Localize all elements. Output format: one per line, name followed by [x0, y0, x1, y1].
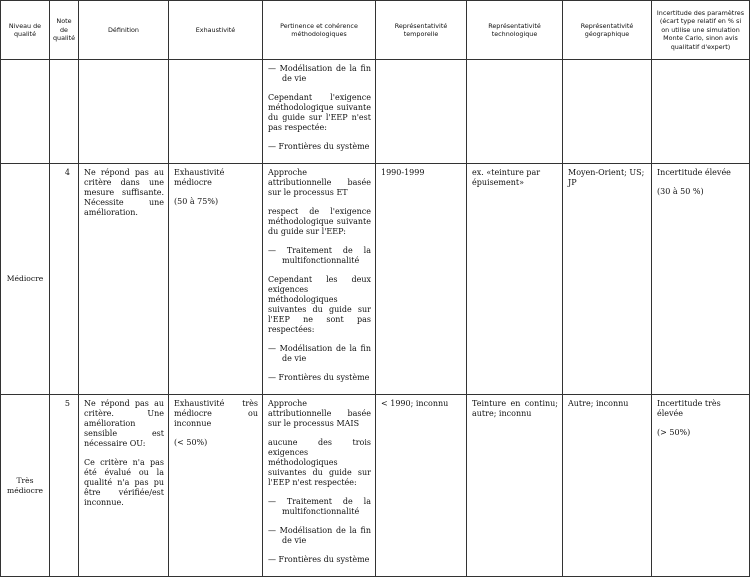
niveau-cell: Médiocre: [1, 164, 50, 395]
pertinence-cell: [263, 164, 376, 395]
pertinence-line: — Frontières du système: [268, 373, 370, 382]
cell-empty: [50, 60, 79, 164]
definition-text: Ne répond pas au critère. Une amélioration sensible est nécessaire OU:: [84, 399, 164, 448]
geographique-cell: Autre; inconnu: [563, 395, 652, 577]
header-temporelle: Représentativité temporelle: [376, 1, 467, 60]
header-definition: Définition: [79, 1, 169, 60]
incertitude-text: Incertitude très élevée: [657, 399, 721, 418]
pertinence-line: Cependant les deux exigences méthodologiques suivantes du guide sur l'EEP ne sont pas respectées:: [268, 275, 371, 334]
cell-empty: [79, 60, 169, 164]
pertinence-line: respect de l'exigence méthodologique suivante du guide sur l'EEP:: [268, 207, 371, 236]
technologique-text: Teinture en continu; autre; inconnu: [472, 399, 558, 418]
pertinence-line: — Frontières du système: [268, 142, 370, 151]
note-cell: 5: [50, 395, 79, 577]
exhaustivite-range: (50 à 75%): [174, 197, 219, 206]
pertinence-line: aucune des trois exigences méthodologiques suivantes du guide sur l'EEP n'est respectée:: [268, 438, 371, 487]
header-pertinence: Pertinence et cohérence méthodologiques: [263, 1, 376, 60]
header-row: [1, 1, 750, 60]
incertitude-range: (> 50%): [657, 428, 691, 437]
geographique-cell: Moyen-Orient; US; JP: [563, 164, 652, 395]
note-cell: 4: [50, 164, 79, 395]
pertinence-line: — Modélisation de la fin de vie: [268, 526, 371, 545]
definition-text: Ce critère n'a pas été évalué ou la qualité n'a pas pu être vérifiée/est inconnue.: [84, 458, 164, 507]
cell-empty: [467, 60, 563, 164]
exhaustivite-cell: [169, 164, 263, 395]
exhaustivite-text: Exhaustivité médiocre: [174, 168, 225, 187]
pertinence-line: — Modélisation de la fin de vie: [268, 344, 371, 363]
header-niveau: Niveau de qualité: [1, 1, 50, 60]
table-row-continuation: [1, 60, 750, 164]
technologique-cell: ex. «teinture par épuisement»: [467, 164, 563, 395]
exhaustivite-range: (< 50%): [174, 438, 208, 447]
header-exhaustivite: Exhaustivité: [169, 1, 263, 60]
cell-empty: [1, 60, 50, 164]
header-note: Note de qualité: [50, 1, 79, 60]
exhaustivite-text: Exhaustivité très médiocre ou inconnue: [174, 399, 258, 428]
technologique-cell: [467, 395, 563, 577]
cell-empty: [563, 60, 652, 164]
pertinence-line: — Traitement de la multifonctionnalité: [268, 246, 371, 265]
incertitude-cell: [652, 164, 750, 395]
definition-cell: [79, 395, 169, 577]
niveau-cell: Très médiocre: [1, 395, 50, 577]
table-row-tres-mediocre: [1, 395, 750, 577]
incertitude-text: Incertitude élevée: [657, 168, 731, 177]
header-geographique: Représentativité géographique: [563, 1, 652, 60]
temporelle-cell: < 1990; inconnu: [376, 395, 467, 577]
header-technologique: Représentativité technologique: [467, 1, 563, 60]
cell-empty: [376, 60, 467, 164]
cell-pertinence: [263, 60, 376, 164]
incertitude-range: (30 à 50 %): [657, 187, 704, 196]
cell-empty: [169, 60, 263, 164]
definition-text: Ne répond pas au critère dans une mesure suffisante. Nécessite une amélioration.: [84, 168, 164, 217]
definition-cell: [79, 164, 169, 395]
pertinence-line: Cependant l'exigence méthodologique suivante du guide sur l'EEP n'est pas respectée:: [268, 93, 371, 132]
cell-empty: [652, 60, 750, 164]
incertitude-cell: [652, 395, 750, 577]
pertinence-cell: [263, 395, 376, 577]
pertinence-line: Approche attributionnelle basée sur le processus ET: [268, 168, 371, 197]
table-row-mediocre: [1, 164, 750, 395]
pertinence-line: — Traitement de la multifonctionnalité: [268, 497, 371, 516]
pertinence-line: Approche attributionnelle basée sur le processus MAIS: [268, 399, 371, 428]
pertinence-line: — Frontières du système: [268, 555, 370, 564]
temporelle-cell: 1990-1999: [376, 164, 467, 395]
exhaustivite-cell: [169, 395, 263, 577]
pertinence-line: — Modélisation de la fin de vie: [268, 64, 371, 83]
header-incertitude: Incertitude des paramètres (écart type relatif en % si on utilise une simulation Monte Carlo, sinon avis qualitatif d'expert): [652, 1, 750, 60]
